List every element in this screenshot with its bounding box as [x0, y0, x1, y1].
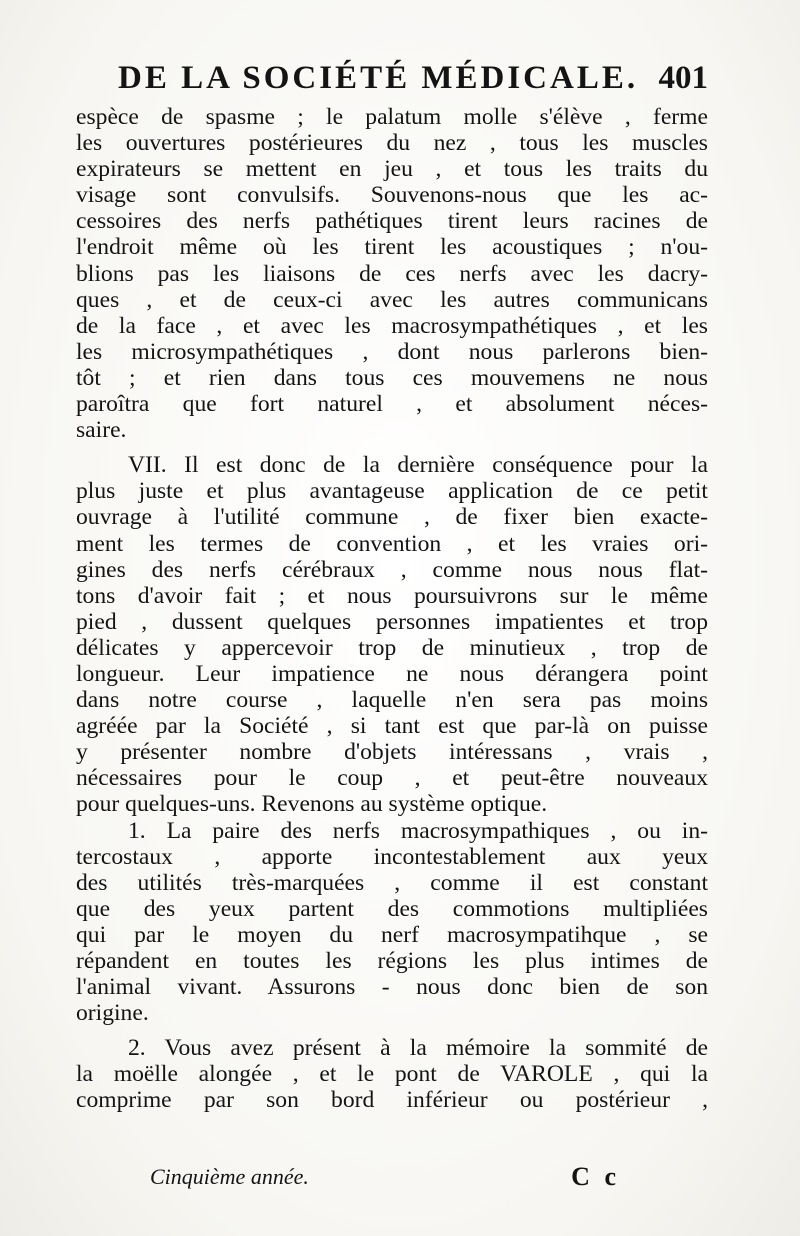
text-line: des utilités très-marquées , comme il est constant — [76, 869, 708, 896]
signature-note: Cinquième année. — [150, 1164, 309, 1189]
text-line: qui par le moyen du nerf macrosympatihque , se — [76, 921, 708, 948]
text-line: pour quelques-uns. Revenons au système optique. — [76, 791, 548, 818]
text-line: saire. — [76, 417, 127, 444]
text-line: ment les termes de convention , et les vraies ori- — [76, 530, 708, 557]
text-line: répandent en toutes les régions les plus intimes de — [76, 948, 708, 974]
signature-mark: C c — [571, 1162, 620, 1191]
text-line: visage sont convulsifs. Souvenons-nous que les ac- — [76, 182, 708, 209]
page-number: 401 — [658, 60, 708, 96]
text-line: dans notre course , laquelle n'en sera pas moins — [76, 687, 708, 714]
text-line: agréée par la Société , si tant est que par-là on puisse — [76, 713, 708, 740]
text-line: l'endroit même où les tirent les acoustiques ; n'ou- — [76, 234, 708, 261]
text-line: nécessaires pour le coup , et peut-être nouveaux — [76, 765, 708, 792]
text-line: de la face , et avec les macrosympathétiques , et les — [76, 312, 708, 339]
text-line: tercostaux , apporte incontestablement aux yeux — [76, 843, 708, 870]
page-header — [118, 60, 708, 108]
text-line: que des yeux partent des commotions multipliées — [76, 895, 708, 922]
text-line: ques , et de ceux-ci avec les autres communicans — [76, 286, 708, 313]
text-line: pied , dussent quelques personnes impatientes et trop — [76, 608, 708, 635]
text-line: origine. — [76, 1000, 149, 1027]
text-line: paroîtra que fort naturel , et absolument néces- — [76, 391, 708, 418]
text-line: tôt ; et rien dans tous ces mouvemens ne nous — [76, 364, 708, 391]
text-line: espèce de spasme ; le palatum molle s'élève , ferme — [76, 104, 708, 130]
text-line: la moëlle alongée , et le pont de VAROLE , qui la — [76, 1061, 708, 1088]
text-line: comprime par son bord inférieur ou postérieur , — [76, 1087, 708, 1114]
section-start-line: VII. Il est donc de la dernière conséquence pour la — [128, 452, 708, 479]
text-line: y présenter nombre d'objets intéressans , vrais , — [76, 739, 708, 766]
text-line: longueur. Leur impatience ne nous dérangera point — [76, 660, 708, 687]
text-line: l'animal vivant. Assurons - nous donc bien de son — [76, 974, 708, 1001]
numbered-paragraph-start: 2. Vous avez présent à la mémoire la sommité de — [128, 1035, 708, 1062]
text-line: plus juste et plus avantageuse application de ce petit — [76, 478, 708, 505]
text-line: blions pas les liaisons de ces nerfs avec les dacry- — [76, 260, 708, 287]
text-line: les ouvertures postérieures du nez , tous les muscles — [76, 130, 708, 157]
text-line: les microsympathétiques , dont nous parlerons bien- — [76, 338, 708, 365]
numbered-paragraph-start: 1. La paire des nerfs macrosympathiques , ou in- — [128, 817, 708, 844]
text-line: tons d'avoir fait ; et nous poursuivrons sur le même — [76, 582, 708, 609]
page-footer — [150, 1164, 620, 1194]
text-line: gines des nerfs cérébraux , comme nous nous flat- — [76, 556, 708, 583]
running-head: DE LA SOCIÉTÉ MÉDICALE. — [118, 60, 639, 96]
body-text — [76, 104, 708, 1114]
text-line: délicates y appercevoir trop de minutieux , trop de — [76, 634, 708, 661]
text-line: ouvrage à l'utilité commune , de fixer bien exacte- — [76, 504, 708, 531]
text-line: cessoires des nerfs pathétiques tirent leurs racines de — [76, 208, 708, 235]
text-line: expirateurs se mettent en jeu , et tous les traits du — [76, 156, 708, 183]
